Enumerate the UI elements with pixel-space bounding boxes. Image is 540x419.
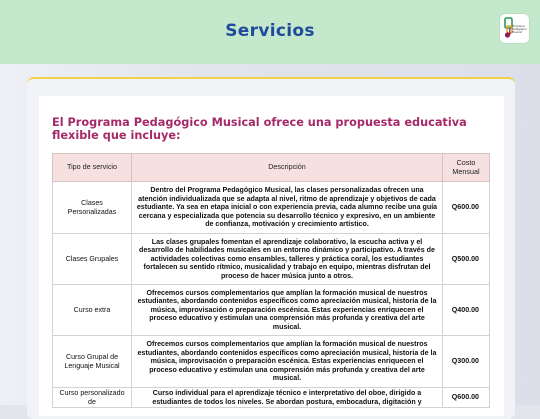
program-logo[interactable]: [500, 14, 529, 43]
intro-text: El Programa Pedagógico Musical ofrece una propuesta educativa flexible que incluye:: [52, 116, 467, 142]
service-description: Ofrecemos cursos complementarios que amplían la formación musical de nuestros estudiantes, abordando contenidos específicos como apreciación musical, historia de la música, improvisación o preparación escénica. Estas experiencias enriquecen el proceso educativo y estimulan una comprensión más profunda y creativa del arte musical.: [132, 336, 443, 388]
column-header-service: Tipo de servicio: [53, 154, 132, 182]
services-table: [52, 153, 490, 408]
service-name: Clases Personalizadas: [53, 182, 132, 234]
service-price: Q300.00: [443, 336, 490, 388]
service-price: Q500.00: [443, 234, 490, 285]
service-price: Q600.00: [443, 388, 490, 408]
service-description: Las clases grupales fomentan el aprendizaje colaborativo, la escucha activa y el desarrollo de habilidades musicales en un entorno dinámico y participativo. A través de actividades colectivas como ensambles, talleres y práctica coral, los estudiantes fortalecen su sentido rítmico, musicalidad y trabajo en equipo, mientras disfrutan del proceso de hacer música junto a otros.: [132, 234, 443, 285]
table-row: [53, 285, 490, 336]
service-price: Q400.00: [443, 285, 490, 336]
service-description: Curso individual para el aprendizaje técnico e interpretativo del oboe, dirigido a estudiantes de todos los niveles. Se abordan postura, embocadura, digitación y: [132, 388, 443, 408]
column-header-description: Descripción: [132, 154, 443, 182]
table-row: [53, 234, 490, 285]
service-price: Q600.00: [443, 182, 490, 234]
service-name: Clases Grupales: [53, 234, 132, 285]
table-row: [53, 182, 490, 234]
service-description: Dentro del Programa Pedagógico Musical, las clases personalizadas ofrecen una atención individualizada que se adapta al nivel, ritmo de aprendizaje y objetivos de cada estudiante. Ya sea en etapa inicial o con experiencia previa, cada alumno recibe una guía cercana y especializada que potencia su desarrollo técnico y expresivo, en un ambiente de confianza, motivación y crecimiento artístico.: [132, 182, 443, 234]
header-bar: [0, 0, 540, 64]
column-header-cost: Costo Mensual: [443, 154, 490, 182]
table-header-row: [53, 154, 490, 182]
service-name: Curso Grupal de Lenguaje Musical: [53, 336, 132, 388]
service-description: Ofrecemos cursos complementarios que amplían la formación musical de nuestros estudiantes, abordando contenidos específicos como apreciación musical, historia de la música, improvisación o preparación escénica. Estas experiencias enriquecen el proceso educativo y estimulan una comprensión más profunda y creativa del arte musical.: [132, 285, 443, 336]
table-row: [53, 336, 490, 388]
page-title: Servicios: [225, 21, 315, 41]
service-name: Curso extra: [53, 285, 132, 336]
logo-text: Programa Pedagógico Musical: [512, 25, 527, 34]
service-name: Curso personalizado de: [53, 388, 132, 408]
